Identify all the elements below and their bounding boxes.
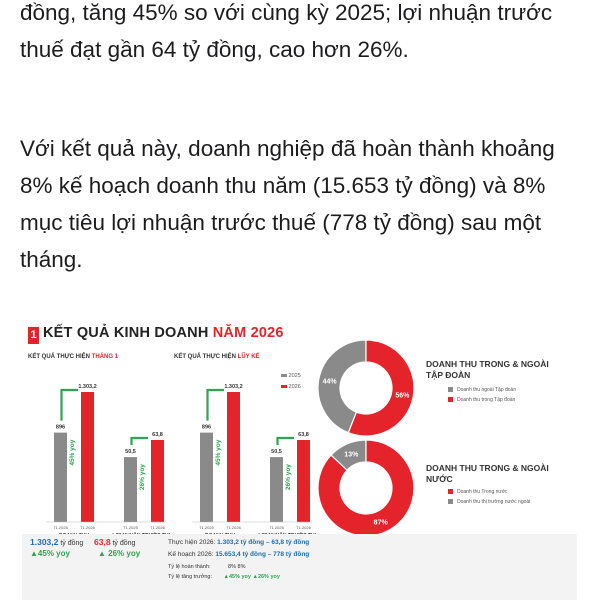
section-number-badge: 1 — [28, 327, 39, 344]
donut-slice-label: 56% — [395, 392, 410, 400]
donut2-legend-foreign: Doanh thu thị trường nước ngoài — [448, 499, 530, 505]
bar-category-label: T1.2025 — [199, 525, 214, 530]
footer-plan: Kế hoạch 2026: 15.653,4 tỷ đồng – 778 tỷ đồng — [168, 551, 310, 558]
bar-value-label: 896 — [55, 424, 66, 431]
cumulative-chart-subtitle: KẾT QUẢ THỰC HIỆN LŨY KẾ — [174, 354, 260, 360]
footer-completion: Tỷ lệ hoàn thành: 8% 8% — [168, 564, 246, 570]
bar-value-label: 1.303,2 — [78, 384, 97, 390]
donut-slice-label: 13% — [344, 451, 359, 459]
month-bar-chart — [26, 372, 170, 538]
infographic-footer — [22, 534, 577, 600]
donut1-legend-inside: Doanh thu trong Tập đoàn — [448, 397, 515, 403]
series-legend-2026: 2026 — [278, 384, 301, 390]
growth-label: 45% yoy — [215, 439, 222, 466]
article-paragraph-1: đồng, tăng 45% so với cùng kỳ 2025; lợi nhuận trước thuế đạt gần 64 tỷ đồng, cao hơn 26%. — [20, 0, 553, 62]
bar-0-1 — [81, 392, 94, 522]
infographic-title: KẾT QUẢ KINH DOANH NĂM 2026 — [43, 325, 284, 341]
donut2-legend-domestic: Doanh thu Trong nước — [448, 489, 508, 495]
bar-0-0 — [200, 433, 213, 522]
growth-label: 45% yoy — [69, 439, 76, 466]
footer-profit-yoy: ▲ 26% yoy — [98, 549, 141, 558]
growth-arrow — [278, 438, 295, 445]
article-paragraph-2: Với kết quả này, doanh nghiệp đã hoàn thành khoảng 8% kế hoạch doanh thu năm (15.653 tỷ đồng) và 8% mục tiêu lợi nhuận trước thuế (778 tỷ đồng) sau một tháng. — [20, 136, 555, 272]
bar-category-label: T1.2025 — [269, 525, 284, 530]
bar-value-label: 50,5 — [125, 449, 136, 456]
bar-1-0 — [124, 457, 137, 522]
growth-arrow — [208, 390, 225, 421]
bar-category-label: T1.2025 — [53, 525, 68, 530]
group-revenue-donut — [312, 334, 420, 442]
bar-1-1 — [297, 440, 310, 522]
cumulative-bar-chart — [172, 372, 316, 538]
bar-1-1 — [151, 440, 164, 522]
footer-revenue-yoy: ▲45% yoy — [30, 549, 70, 558]
domestic-revenue-donut — [312, 434, 420, 542]
footer-actual: Thực hiện 2026: 1.303,2 tỷ đồng – 63,8 tỷ đồng — [168, 539, 310, 546]
bar-category-label: T1.2026 — [80, 525, 95, 530]
bar-value-label: 1.303,2 — [224, 384, 243, 390]
bar-category-label: T1.2025 — [123, 525, 138, 530]
bar-0-1 — [227, 392, 240, 522]
growth-arrow — [62, 390, 79, 421]
series-legend-2025: 2025 — [278, 373, 301, 379]
donut2-title: DOANH THU TRONG & NGOÀI NƯỚC — [426, 463, 549, 484]
footer-profit: 63,8 tỷ đồng — [94, 537, 136, 547]
bar-value-label: 63,8 — [298, 432, 309, 438]
donut1-legend-outside: Doanh thu ngoài Tập đoàn — [448, 387, 516, 393]
business-results-infographic[interactable] — [22, 316, 577, 600]
bar-1-0 — [270, 457, 283, 522]
bar-value-label: 50,5 — [271, 449, 282, 456]
growth-label: 26% yoy — [285, 464, 292, 491]
bar-value-label: 896 — [201, 424, 212, 431]
bar-0-0 — [54, 433, 67, 522]
footer-revenue: 1.303,2 tỷ đồng — [30, 537, 84, 547]
growth-label: 26% yoy — [139, 464, 146, 491]
bar-category-label: T1.2026 — [226, 525, 241, 530]
bar-category-label: T1.2026 — [296, 525, 311, 530]
bar-value-label: 63,8 — [152, 432, 163, 438]
donut-slice-label: 87% — [373, 519, 388, 527]
growth-arrow — [132, 438, 149, 445]
bar-category-label: T1.2026 — [150, 525, 165, 530]
donut-slice-label: 44% — [322, 378, 337, 386]
donut1-title: DOANH THU TRONG & NGOÀI TẬP ĐOÀN — [426, 359, 549, 380]
month-chart-subtitle: KẾT QUẢ THỰC HIỆN THÁNG 1 — [28, 354, 118, 360]
footer-growth: Tỷ lệ tăng trưởng: ▲45% yoy ▲26% yoy — [168, 574, 280, 580]
